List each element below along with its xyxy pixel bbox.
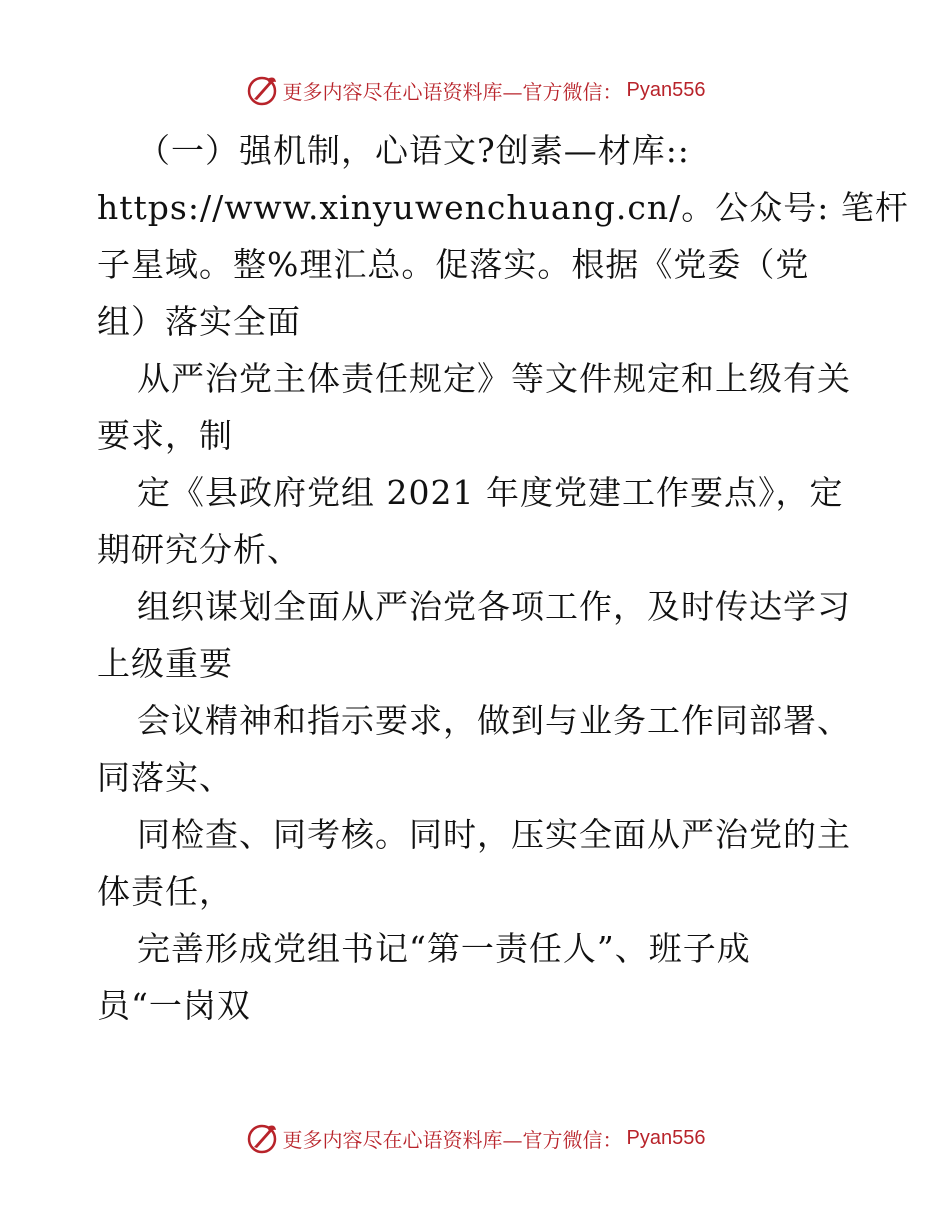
body-line: 同落实、 [97,758,233,797]
body-line: （一）强机制，心语文?创素—材库:: [137,131,690,170]
body-line: 完善形成党组书记“第一责任人”、班子成 [137,929,751,968]
body-line: 从严治党主体责任规定》等文件规定和上级有关 [137,359,851,398]
body-line: 上级重要 [97,644,233,683]
body-line: https://www.xinyuwenchuang.cn/。公众号: 笔杆 [97,188,909,227]
body-line: 期研究分析、 [97,530,301,569]
body-line: 子星域。整%理汇总。促落实。根据《党委（党 [97,245,810,284]
body-line: 要求，制 [97,416,233,455]
body-line: 员“一岗双 [97,986,251,1025]
quill-pen-seal-icon [245,1121,279,1155]
banner-text: 更多内容尽在心语资料库—官方微信： [282,1127,623,1152]
body-line: 定《县政府党组 2021 年度党建工作要点》，定 [137,473,844,512]
body-line: 组织谋划全面从严治党各项工作，及时传达学习 [137,587,851,626]
banner-text: 更多内容尽在心语资料库—官方微信： [282,79,623,104]
body-line: 组）落实全面 [97,302,301,341]
body-line: 同检查、同考核。同时，压实全面从严治党的主 [137,815,851,854]
body-line: 会议精神和指示要求，做到与业务工作同部署、 [137,701,851,740]
body-line: 体责任， [97,872,233,911]
footer-banner [0,1118,950,1158]
header-banner [0,70,950,110]
document-body [97,122,909,1034]
quill-pen-seal-icon [245,73,279,107]
banner-account: Pyan556 [626,1126,706,1149]
banner-account: Pyan556 [626,78,706,101]
